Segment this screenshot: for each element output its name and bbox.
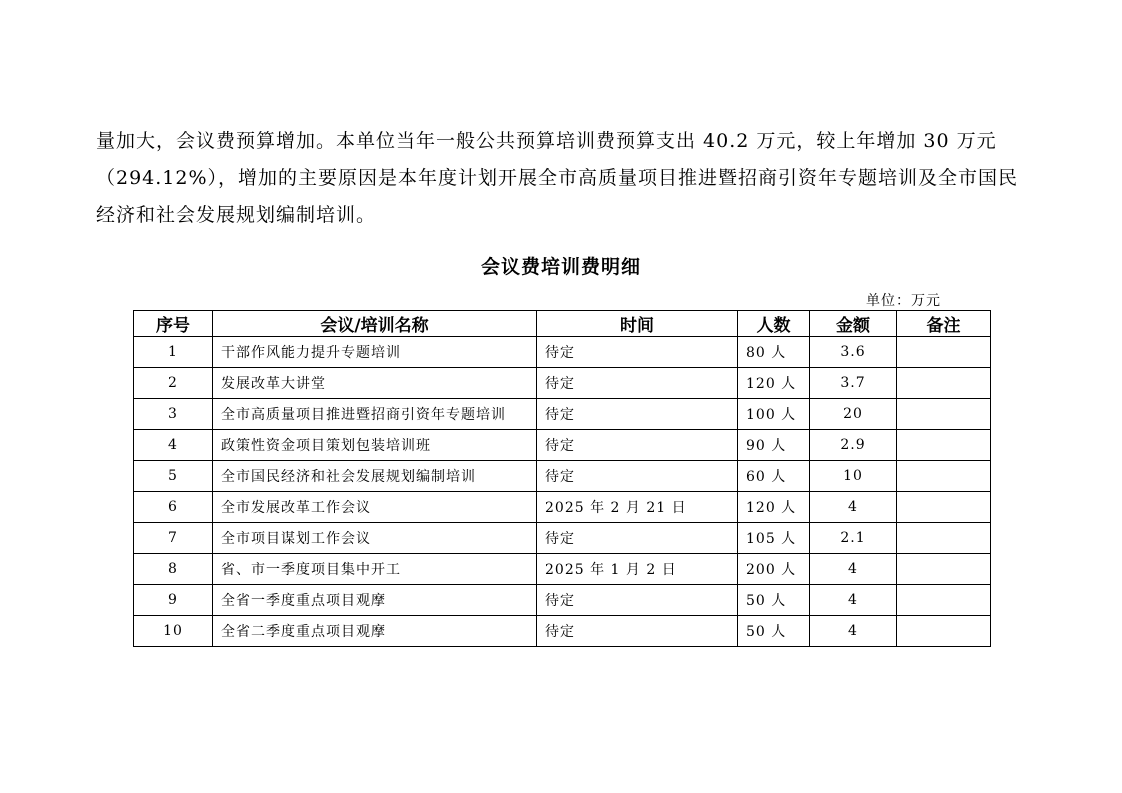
- cell-people: 200 人: [738, 554, 810, 585]
- cell-people: 60 人: [738, 461, 810, 492]
- cell-amount: 3.7: [810, 368, 897, 399]
- cell-no: 7: [134, 523, 213, 554]
- cell-people: 100 人: [738, 399, 810, 430]
- cell-note: [897, 492, 991, 523]
- cell-name: 全市国民经济和社会发展规划编制培训: [213, 461, 537, 492]
- table-row: [134, 399, 991, 430]
- cell-no: 9: [134, 585, 213, 616]
- cell-time: 待定: [537, 337, 738, 368]
- cell-note: [897, 368, 991, 399]
- cell-no: 5: [134, 461, 213, 492]
- cell-name: 全省二季度重点项目观摩: [213, 616, 537, 647]
- cell-note: [897, 616, 991, 647]
- cell-amount: 3.6: [810, 337, 897, 368]
- cell-name: 全市项目谋划工作会议: [213, 523, 537, 554]
- table-row: [134, 492, 991, 523]
- cell-no: 6: [134, 492, 213, 523]
- unit-label: 单位：万元: [866, 293, 941, 309]
- table-row: [134, 430, 991, 461]
- cell-time: 2025 年 1 月 2 日: [537, 554, 738, 585]
- cell-time: 待定: [537, 616, 738, 647]
- cell-people: 50 人: [738, 616, 810, 647]
- header-note: 备注: [897, 311, 991, 337]
- header-time: 时间: [537, 311, 738, 337]
- table-row: [134, 585, 991, 616]
- cell-amount: 4: [810, 554, 897, 585]
- cell-no: 8: [134, 554, 213, 585]
- cell-amount: 4: [810, 585, 897, 616]
- cell-time: 待定: [537, 399, 738, 430]
- header-people: 人数: [738, 311, 810, 337]
- cell-time: 待定: [537, 461, 738, 492]
- cell-note: [897, 430, 991, 461]
- cell-note: [897, 523, 991, 554]
- table-row: [134, 616, 991, 647]
- cell-people: 50 人: [738, 585, 810, 616]
- cell-name: 全市高质量项目推进暨招商引资年专题培训: [213, 399, 537, 430]
- cell-no: 1: [134, 337, 213, 368]
- cell-name: 政策性资金项目策划包装培训班: [213, 430, 537, 461]
- cell-people: 80 人: [738, 337, 810, 368]
- table-header-row: [134, 311, 991, 337]
- cell-people: 105 人: [738, 523, 810, 554]
- cell-no: 4: [134, 430, 213, 461]
- cell-name: 省、市一季度项目集中开工: [213, 554, 537, 585]
- cell-amount: 2.9: [810, 430, 897, 461]
- header-name: 会议/培训名称: [213, 311, 537, 337]
- table-row: [134, 523, 991, 554]
- cell-time: 待定: [537, 368, 738, 399]
- cell-time: 2025 年 2 月 21 日: [537, 492, 738, 523]
- cell-people: 90 人: [738, 430, 810, 461]
- cell-time: 待定: [537, 430, 738, 461]
- cell-note: [897, 554, 991, 585]
- cell-amount: 10: [810, 461, 897, 492]
- cell-no: 10: [134, 616, 213, 647]
- header-amount: 金额: [810, 311, 897, 337]
- cell-amount: 20: [810, 399, 897, 430]
- cell-note: [897, 337, 991, 368]
- body-paragraph: 量加大，会议费预算增加。本单位当年一般公共预算培训费预算支出 40.2 万元，较上年增加 30 万元（294.12%），增加的主要原因是本年度计划开展全市高质量项目推进暨招商引资年专题培训及全市国民经济和社会发展规划编制培训。: [96, 130, 1019, 226]
- cell-name: 全市发展改革工作会议: [213, 492, 537, 523]
- cell-no: 3: [134, 399, 213, 430]
- cell-time: 待定: [537, 585, 738, 616]
- cell-name: 全省一季度重点项目观摩: [213, 585, 537, 616]
- cell-amount: 4: [810, 492, 897, 523]
- table-row: [134, 461, 991, 492]
- cell-amount: 4: [810, 616, 897, 647]
- cell-time: 待定: [537, 523, 738, 554]
- table-title: 会议费培训费明细: [480, 256, 641, 278]
- cell-note: [897, 461, 991, 492]
- table-row: [134, 554, 991, 585]
- table-row: [134, 337, 991, 368]
- expense-table: [133, 310, 991, 647]
- cell-people: 120 人: [738, 368, 810, 399]
- cell-note: [897, 399, 991, 430]
- cell-name: 发展改革大讲堂: [213, 368, 537, 399]
- cell-amount: 2.1: [810, 523, 897, 554]
- cell-people: 120 人: [738, 492, 810, 523]
- table-row: [134, 368, 991, 399]
- cell-name: 干部作风能力提升专题培训: [213, 337, 537, 368]
- header-no: 序号: [134, 311, 213, 337]
- cell-no: 2: [134, 368, 213, 399]
- cell-note: [897, 585, 991, 616]
